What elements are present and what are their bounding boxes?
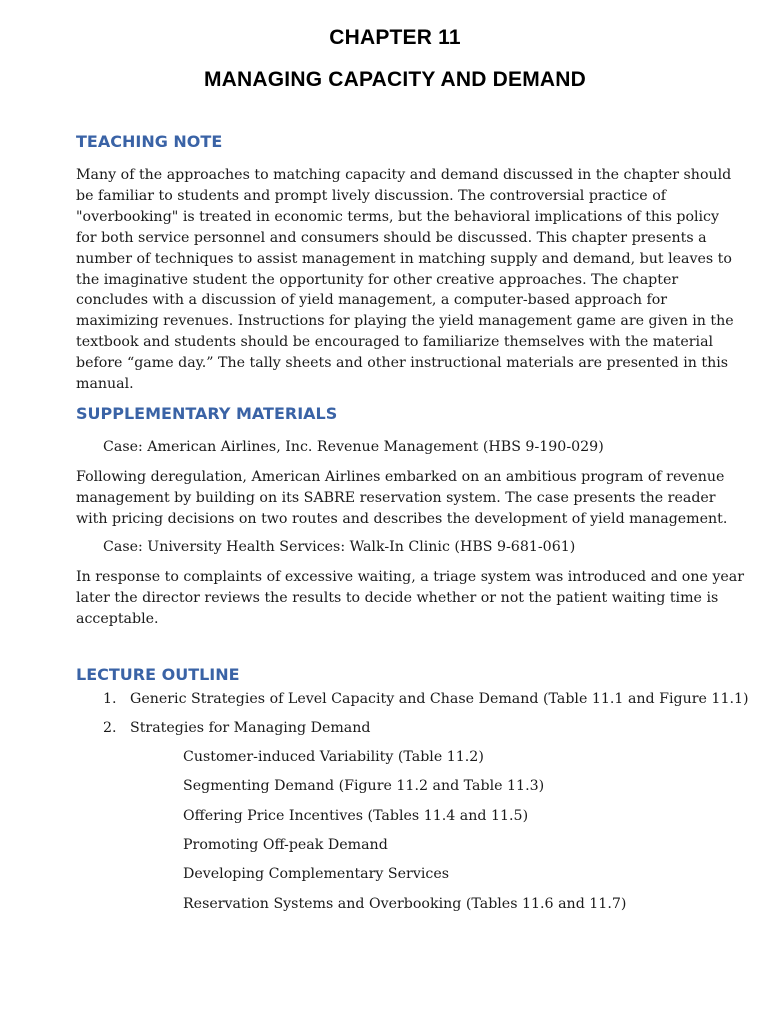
paragraph-line: "overbooking" is treated in economic terms, but the behavioral implications of this policy [76, 208, 720, 225]
outline-item-text: Strategies for Managing Demand [130, 720, 371, 736]
paragraph-line: textbook and students should be encouraged to familiarize themselves with the material [76, 334, 714, 351]
chapter-number: CHAPTER 11 [329, 26, 461, 49]
paragraph-line: later the director reviews the results to decide whether or not the patient waiting time is [76, 589, 719, 606]
outline-item-text: Generic Strategies of Level Capacity and Chase Demand (Table 11.1 and Figure 11.1) [130, 691, 749, 707]
paragraph-line: for both service personnel and consumers should be discussed. This chapter presents a [76, 229, 707, 246]
section-heading-teaching-note: TEACHING NOTE [76, 132, 223, 151]
chapter-title: MANAGING CAPACITY AND DEMAND [203, 68, 587, 91]
paragraph-line: management by building on its SABRE reservation system. The case presents the reader [76, 489, 716, 506]
case-description-university-health [76, 567, 745, 630]
teaching-note-paragraph [76, 165, 734, 395]
paragraph-line: number of techniques to assist management in matching supply and demand, but leaves to [76, 250, 732, 267]
outline-sub-item: Segmenting Demand (Figure 11.2 and Table 11.3) [183, 778, 545, 794]
outline-sub-item: Offering Price Incentives (Tables 11.4 and 11.5) [183, 808, 529, 824]
paragraph-line: before “game day.” The tally sheets and other instructional materials are presented in this [76, 355, 729, 372]
outline-item-number: 2. [103, 720, 117, 736]
paragraph-line: maximizing revenues. Instructions for playing the yield management game are given in the [76, 313, 734, 330]
outline-sub-item: Customer-induced Variability (Table 11.2) [183, 749, 484, 765]
paragraph-line: the imaginative student the opportunity for other creative approaches. The chapter [76, 271, 679, 288]
section-heading-supplementary-materials: SUPPLEMENTARY MATERIALS [76, 404, 338, 423]
paragraph-line: Many of the approaches to matching capacity and demand discussed in the chapter should [76, 167, 732, 183]
case-title-university-health: Case: University Health Services: Walk-In Clinic (HBS 9-681-061) [103, 539, 576, 555]
paragraph-line: Following deregulation, American Airlines embarked on an ambitious program of revenue [76, 469, 725, 485]
outline-item [103, 720, 370, 736]
section-heading-lecture-outline: LECTURE OUTLINE [76, 665, 240, 684]
paragraph-line: concludes with a discussion of yield management, a computer-based approach for [76, 292, 668, 309]
case-title-american-airlines: Case: American Airlines, Inc. Revenue Management (HBS 9-190-029) [103, 439, 604, 455]
outline-sub-item: Promoting Off-peak Demand [183, 837, 388, 853]
paragraph-line: acceptable. [76, 610, 159, 627]
outline-sub-item: Reservation Systems and Overbooking (Tables 11.6 and 11.7) [183, 896, 627, 912]
outline-item [103, 691, 749, 707]
paragraph-line: In response to complaints of excessive waiting, a triage system was introduced and one year [76, 569, 745, 585]
outline-item-number: 1. [103, 691, 117, 707]
case-description-american-airlines [76, 467, 728, 530]
outline-sub-item: Developing Complementary Services [183, 866, 450, 882]
paragraph-line: with pricing decisions on two routes and describes the development of yield management. [76, 510, 728, 527]
paragraph-line: be familiar to students and prompt lively discussion. The controversial practice of [76, 187, 666, 204]
paragraph-line: manual. [76, 376, 134, 393]
